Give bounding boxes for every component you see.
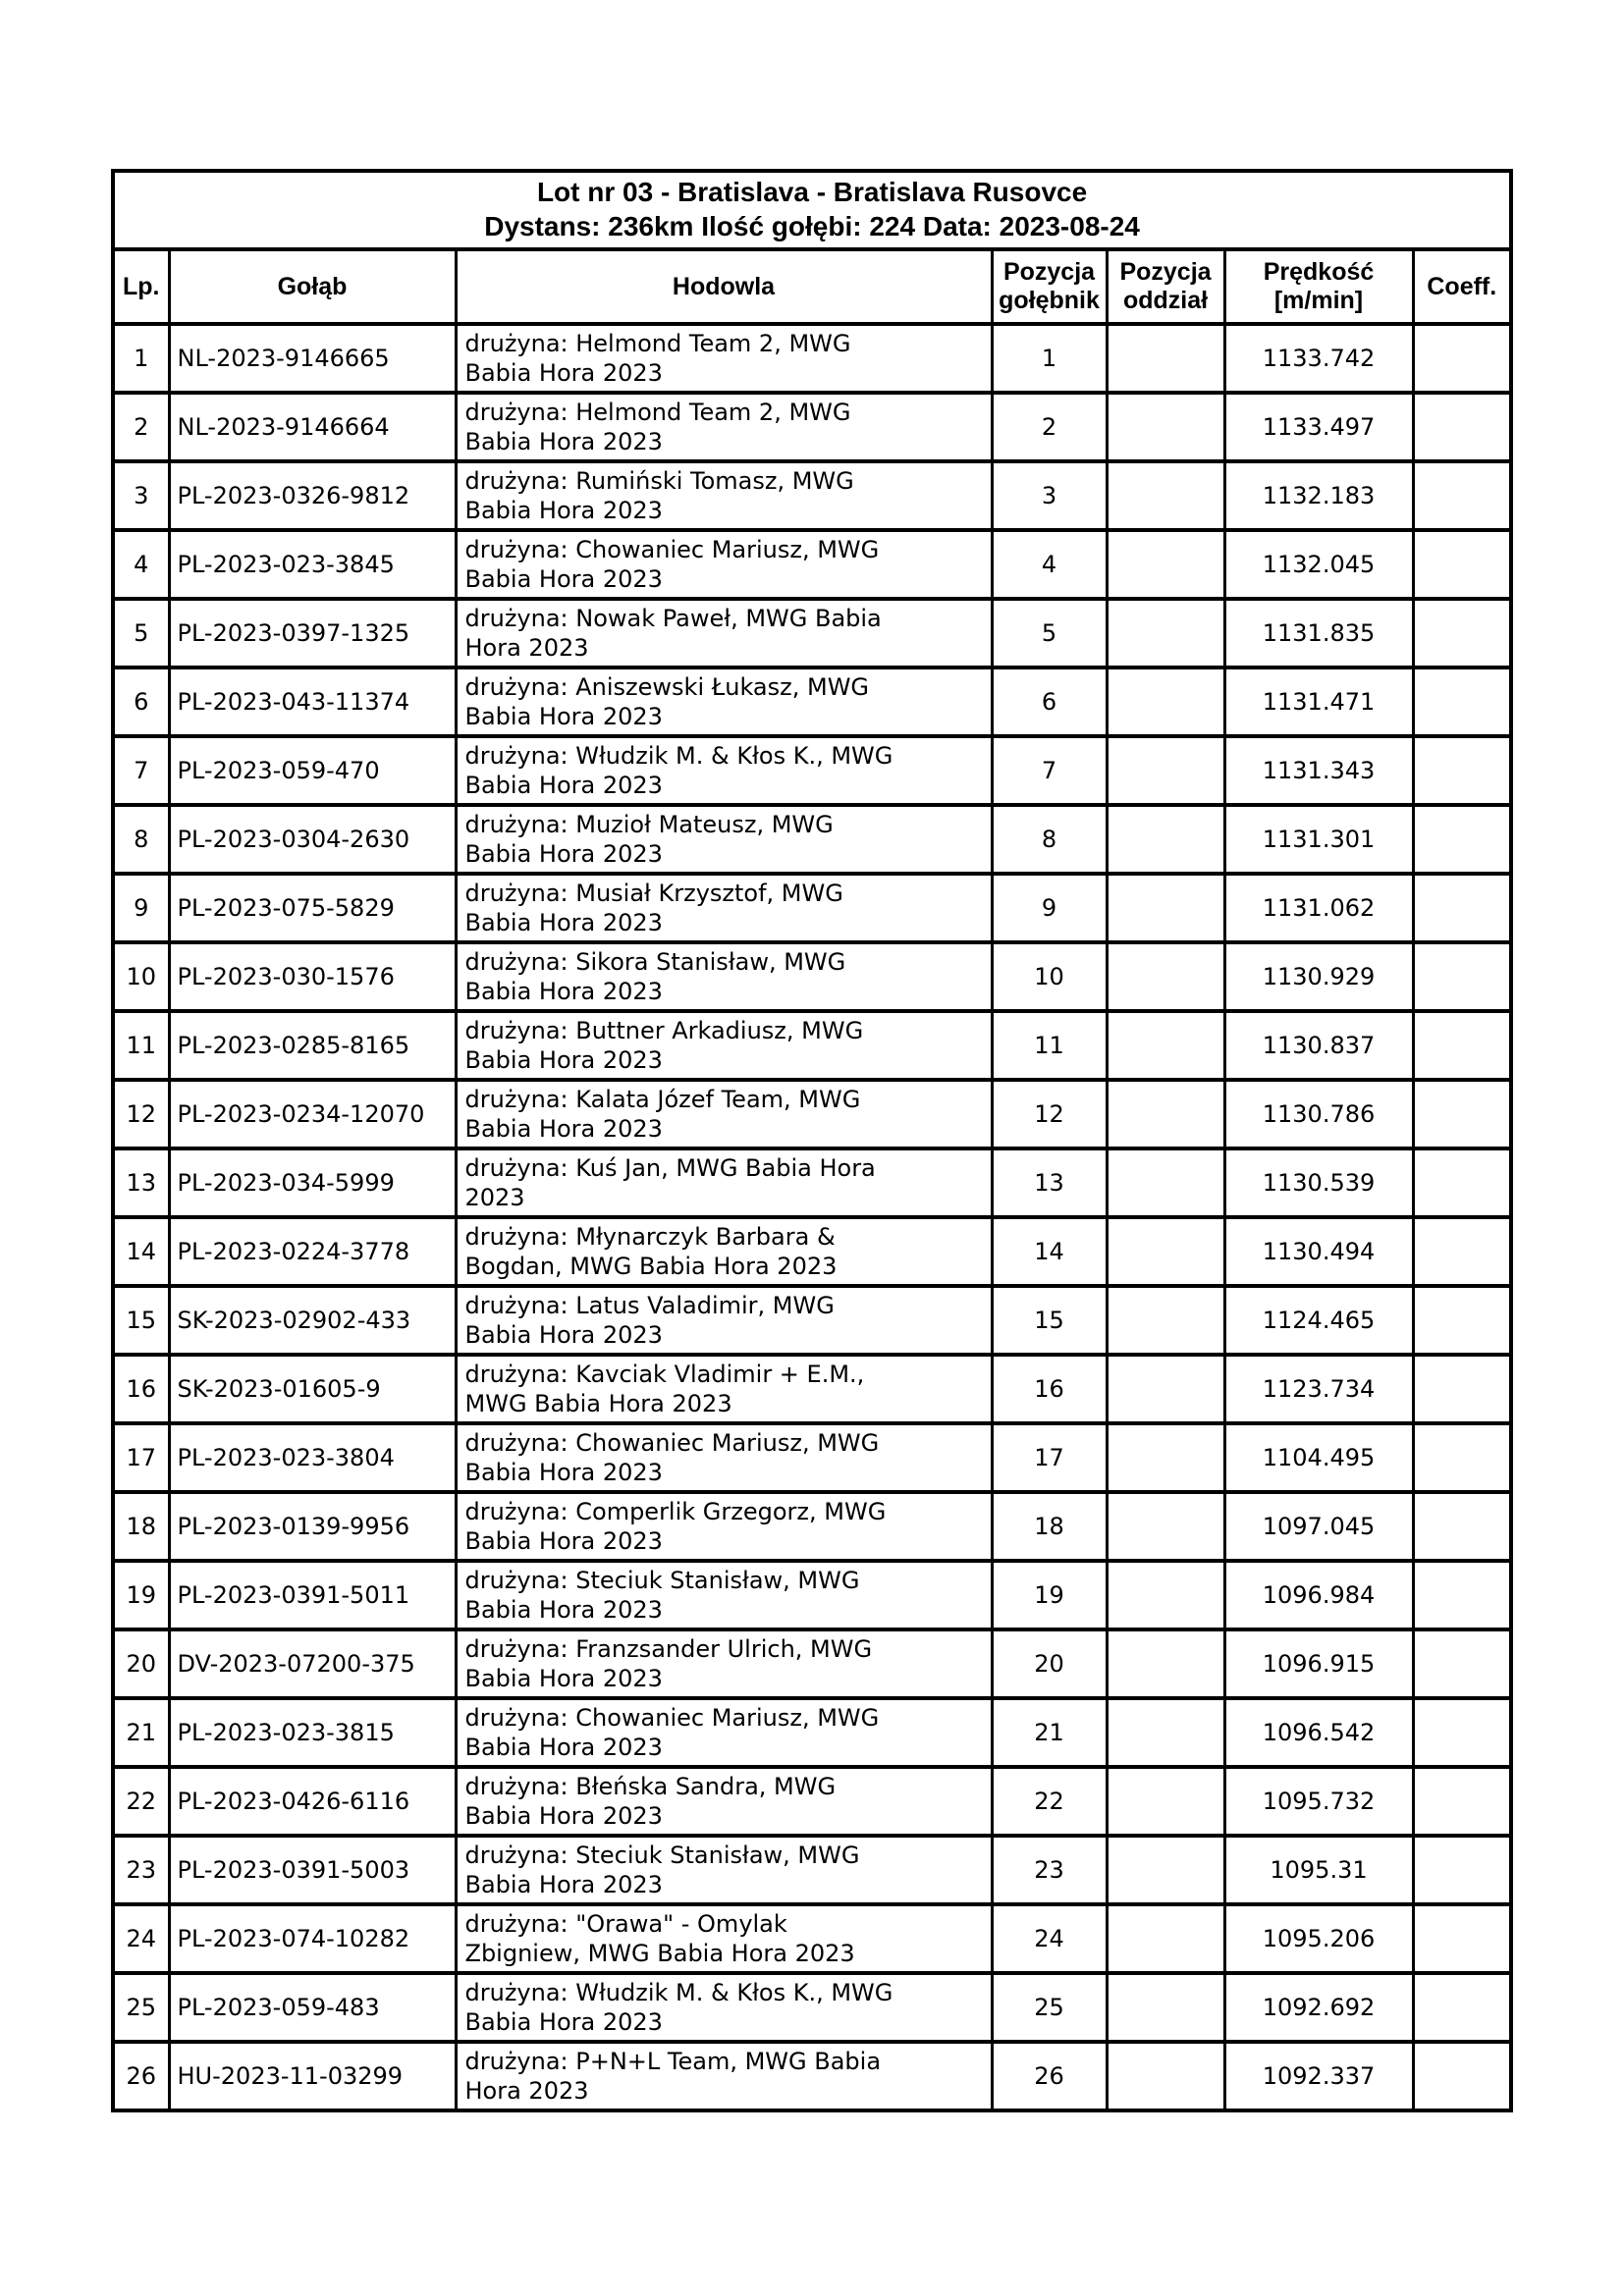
cell-position-section — [1107, 324, 1224, 393]
table-row — [113, 1492, 1511, 1561]
table-row — [113, 1423, 1511, 1492]
table-row — [113, 1973, 1511, 2042]
table-row — [113, 324, 1511, 393]
cell-team: drużyna: Steciuk Stanisław, MWG Babia Hora 2023 — [456, 1561, 992, 1629]
cell-coeff — [1413, 530, 1511, 599]
cell-lp: 26 — [113, 2042, 169, 2110]
cell-speed: 1130.539 — [1224, 1148, 1413, 1217]
cell-coeff — [1413, 599, 1511, 667]
cell-ring: HU-2023-11-03299 — [169, 2042, 456, 2110]
cell-position-section — [1107, 1148, 1224, 1217]
cell-lp: 18 — [113, 1492, 169, 1561]
cell-coeff — [1413, 942, 1511, 1011]
cell-position-section — [1107, 1698, 1224, 1767]
cell-coeff — [1413, 1286, 1511, 1355]
cell-lp: 11 — [113, 1011, 169, 1080]
cell-team: drużyna: Franzsander Ulrich, MWG Babia Hora 2023 — [456, 1629, 992, 1698]
cell-position-section — [1107, 667, 1224, 736]
cell-position-loft: 9 — [992, 874, 1107, 942]
race-title-cell — [113, 171, 1511, 249]
cell-speed: 1095.206 — [1224, 1904, 1413, 1973]
cell-position-loft: 19 — [992, 1561, 1107, 1629]
cell-lp: 1 — [113, 324, 169, 393]
cell-coeff — [1413, 1423, 1511, 1492]
cell-ring: PL-2023-074-10282 — [169, 1904, 456, 1973]
table-row — [113, 874, 1511, 942]
cell-coeff — [1413, 1080, 1511, 1148]
cell-ring: PL-2023-0391-5003 — [169, 1836, 456, 1904]
cell-position-section — [1107, 2042, 1224, 2110]
cell-ring: NL-2023-9146664 — [169, 393, 456, 461]
cell-lp: 2 — [113, 393, 169, 461]
cell-speed: 1132.045 — [1224, 530, 1413, 599]
cell-lp: 23 — [113, 1836, 169, 1904]
cell-position-section — [1107, 736, 1224, 805]
cell-speed: 1131.835 — [1224, 599, 1413, 667]
cell-position-loft: 7 — [992, 736, 1107, 805]
cell-position-section — [1107, 942, 1224, 1011]
cell-team: drużyna: Sikora Stanisław, MWG Babia Hora 2023 — [456, 942, 992, 1011]
table-row — [113, 461, 1511, 530]
cell-team: drużyna: Chowaniec Mariusz, MWG Babia Hora 2023 — [456, 1423, 992, 1492]
header-row — [113, 249, 1511, 324]
cell-coeff — [1413, 1767, 1511, 1836]
cell-ring: PL-2023-0234-12070 — [169, 1080, 456, 1148]
cell-team: drużyna: Nowak Paweł, MWG Babia Hora 2023 — [456, 599, 992, 667]
table-row — [113, 736, 1511, 805]
cell-speed: 1097.045 — [1224, 1492, 1413, 1561]
cell-position-section — [1107, 1904, 1224, 1973]
cell-position-loft: 12 — [992, 1080, 1107, 1148]
cell-speed: 1131.343 — [1224, 736, 1413, 805]
cell-team: drużyna: Chowaniec Mariusz, MWG Babia Hora 2023 — [456, 1698, 992, 1767]
cell-position-loft: 16 — [992, 1355, 1107, 1423]
cell-lp: 13 — [113, 1148, 169, 1217]
table-row — [113, 393, 1511, 461]
cell-ring: PL-2023-023-3845 — [169, 530, 456, 599]
cell-team: drużyna: Buttner Arkadiusz, MWG Babia Hora 2023 — [456, 1011, 992, 1080]
cell-ring: PL-2023-0326-9812 — [169, 461, 456, 530]
table-row — [113, 530, 1511, 599]
cell-team: drużyna: Muzioł Mateusz, MWG Babia Hora 2023 — [456, 805, 992, 874]
cell-position-loft: 18 — [992, 1492, 1107, 1561]
cell-lp: 22 — [113, 1767, 169, 1836]
cell-lp: 21 — [113, 1698, 169, 1767]
cell-ring: PL-2023-0224-3778 — [169, 1217, 456, 1286]
cell-ring: SK-2023-02902-433 — [169, 1286, 456, 1355]
table-row — [113, 1286, 1511, 1355]
table-row — [113, 1904, 1511, 1973]
cell-speed: 1131.471 — [1224, 667, 1413, 736]
race-title: Lot nr 03 - Bratislava - Bratislava Rusovce — [536, 177, 1088, 207]
table-row — [113, 1836, 1511, 1904]
cell-coeff — [1413, 1973, 1511, 2042]
cell-position-section — [1107, 1355, 1224, 1423]
cell-position-loft: 11 — [992, 1011, 1107, 1080]
cell-ring: PL-2023-023-3815 — [169, 1698, 456, 1767]
cell-ring: PL-2023-0304-2630 — [169, 805, 456, 874]
col-header-position-section: Pozycja oddział — [1107, 249, 1224, 324]
table-row — [113, 599, 1511, 667]
cell-team: drużyna: Włudzik M. & Kłos K., MWG Babia Hora 2023 — [456, 1973, 992, 2042]
cell-position-loft: 6 — [992, 667, 1107, 736]
cell-coeff — [1413, 736, 1511, 805]
cell-speed: 1123.734 — [1224, 1355, 1413, 1423]
cell-team: drużyna: Helmond Team 2, MWG Babia Hora 2023 — [456, 393, 992, 461]
cell-team: drużyna: P+N+L Team, MWG Babia Hora 2023 — [456, 2042, 992, 2110]
cell-ring: PL-2023-023-3804 — [169, 1423, 456, 1492]
cell-position-section — [1107, 461, 1224, 530]
cell-position-loft: 25 — [992, 1973, 1107, 2042]
cell-ring: PL-2023-0285-8165 — [169, 1011, 456, 1080]
cell-position-section — [1107, 1836, 1224, 1904]
table-row — [113, 805, 1511, 874]
cell-coeff — [1413, 1492, 1511, 1561]
cell-lp: 4 — [113, 530, 169, 599]
cell-coeff — [1413, 461, 1511, 530]
cell-team: drużyna: Błeńska Sandra, MWG Babia Hora 2023 — [456, 1767, 992, 1836]
cell-lp: 16 — [113, 1355, 169, 1423]
cell-position-section — [1107, 530, 1224, 599]
cell-position-section — [1107, 1492, 1224, 1561]
table-row — [113, 1698, 1511, 1767]
cell-speed: 1130.837 — [1224, 1011, 1413, 1080]
cell-ring: PL-2023-0139-9956 — [169, 1492, 456, 1561]
cell-speed: 1131.062 — [1224, 874, 1413, 942]
cell-position-loft: 1 — [992, 324, 1107, 393]
cell-team: drużyna: Steciuk Stanisław, MWG Babia Hora 2023 — [456, 1836, 992, 1904]
cell-team: drużyna: Kuś Jan, MWG Babia Hora 2023 — [456, 1148, 992, 1217]
table-row — [113, 1767, 1511, 1836]
cell-position-section — [1107, 393, 1224, 461]
cell-coeff — [1413, 2042, 1511, 2110]
cell-ring: PL-2023-059-470 — [169, 736, 456, 805]
cell-position-loft: 10 — [992, 942, 1107, 1011]
cell-position-loft: 21 — [992, 1698, 1107, 1767]
col-header-team: Hodowla — [456, 249, 992, 324]
table-row — [113, 942, 1511, 1011]
cell-team: drużyna: Helmond Team 2, MWG Babia Hora 2023 — [456, 324, 992, 393]
col-header-ring: Gołąb — [169, 249, 456, 324]
cell-coeff — [1413, 1217, 1511, 1286]
cell-ring: PL-2023-0397-1325 — [169, 599, 456, 667]
cell-position-loft: 23 — [992, 1836, 1107, 1904]
cell-position-loft: 3 — [992, 461, 1107, 530]
cell-position-section — [1107, 1973, 1224, 2042]
cell-coeff — [1413, 324, 1511, 393]
cell-speed: 1096.984 — [1224, 1561, 1413, 1629]
col-header-speed: Prędkość [m/min] — [1224, 249, 1413, 324]
cell-speed: 1092.692 — [1224, 1973, 1413, 2042]
cell-position-section — [1107, 805, 1224, 874]
cell-coeff — [1413, 1148, 1511, 1217]
cell-ring: PL-2023-034-5999 — [169, 1148, 456, 1217]
cell-position-loft: 2 — [992, 393, 1107, 461]
cell-team: drużyna: Kalata Józef Team, MWG Babia Hora 2023 — [456, 1080, 992, 1148]
cell-speed: 1130.786 — [1224, 1080, 1413, 1148]
cell-team: drużyna: Kavciak Vladimir + E.M., MWG Babia Hora 2023 — [456, 1355, 992, 1423]
table-row — [113, 1561, 1511, 1629]
cell-coeff — [1413, 1698, 1511, 1767]
cell-position-section — [1107, 1011, 1224, 1080]
results-table — [111, 169, 1513, 2112]
cell-lp: 9 — [113, 874, 169, 942]
cell-position-section — [1107, 1423, 1224, 1492]
cell-ring: PL-2023-075-5829 — [169, 874, 456, 942]
cell-position-section — [1107, 1286, 1224, 1355]
title-row — [113, 171, 1511, 249]
cell-speed: 1104.495 — [1224, 1423, 1413, 1492]
table-row — [113, 2042, 1511, 2110]
table-row — [113, 667, 1511, 736]
col-header-lp: Lp. — [113, 249, 169, 324]
cell-position-loft: 4 — [992, 530, 1107, 599]
race-subtitle: Dystans: 236km Ilość gołębi: 224 Data: 2023-08-24 — [484, 211, 1140, 241]
table-row — [113, 1148, 1511, 1217]
cell-speed: 1095.31 — [1224, 1836, 1413, 1904]
cell-lp: 14 — [113, 1217, 169, 1286]
cell-position-loft: 26 — [992, 2042, 1107, 2110]
cell-ring: PL-2023-059-483 — [169, 1973, 456, 2042]
results-table-body — [113, 324, 1511, 2110]
cell-speed: 1130.929 — [1224, 942, 1413, 1011]
cell-position-section — [1107, 599, 1224, 667]
cell-speed: 1096.542 — [1224, 1698, 1413, 1767]
cell-position-loft: 22 — [992, 1767, 1107, 1836]
cell-lp: 19 — [113, 1561, 169, 1629]
cell-team: drużyna: Chowaniec Mariusz, MWG Babia Hora 2023 — [456, 530, 992, 599]
cell-speed: 1092.337 — [1224, 2042, 1413, 2110]
cell-lp: 10 — [113, 942, 169, 1011]
cell-lp: 5 — [113, 599, 169, 667]
cell-team: drużyna: Młynarczyk Barbara & Bogdan, MWG Babia Hora 2023 — [456, 1217, 992, 1286]
table-row — [113, 1080, 1511, 1148]
cell-speed: 1096.915 — [1224, 1629, 1413, 1698]
cell-ring: PL-2023-0426-6116 — [169, 1767, 456, 1836]
cell-position-loft: 14 — [992, 1217, 1107, 1286]
cell-coeff — [1413, 1011, 1511, 1080]
col-header-coeff: Coeff. — [1413, 249, 1511, 324]
cell-team: drużyna: Comperlik Grzegorz, MWG Babia Hora 2023 — [456, 1492, 992, 1561]
cell-team: drużyna: Rumiński Tomasz, MWG Babia Hora 2023 — [456, 461, 992, 530]
cell-position-section — [1107, 1217, 1224, 1286]
cell-coeff — [1413, 1904, 1511, 1973]
cell-speed: 1133.742 — [1224, 324, 1413, 393]
cell-speed: 1133.497 — [1224, 393, 1413, 461]
cell-lp: 7 — [113, 736, 169, 805]
cell-position-loft: 8 — [992, 805, 1107, 874]
cell-position-loft: 15 — [992, 1286, 1107, 1355]
cell-lp: 15 — [113, 1286, 169, 1355]
cell-speed: 1095.732 — [1224, 1767, 1413, 1836]
cell-speed: 1130.494 — [1224, 1217, 1413, 1286]
cell-ring: NL-2023-9146665 — [169, 324, 456, 393]
cell-position-section — [1107, 874, 1224, 942]
cell-coeff — [1413, 1836, 1511, 1904]
cell-ring: PL-2023-043-11374 — [169, 667, 456, 736]
table-row — [113, 1629, 1511, 1698]
cell-position-loft: 24 — [992, 1904, 1107, 1973]
cell-ring: PL-2023-030-1576 — [169, 942, 456, 1011]
cell-position-loft: 13 — [992, 1148, 1107, 1217]
cell-lp: 12 — [113, 1080, 169, 1148]
cell-coeff — [1413, 805, 1511, 874]
cell-lp: 17 — [113, 1423, 169, 1492]
cell-lp: 8 — [113, 805, 169, 874]
cell-team: drużyna: Aniszewski Łukasz, MWG Babia Hora 2023 — [456, 667, 992, 736]
cell-coeff — [1413, 1629, 1511, 1698]
cell-coeff — [1413, 874, 1511, 942]
cell-ring: DV-2023-07200-375 — [169, 1629, 456, 1698]
cell-speed: 1124.465 — [1224, 1286, 1413, 1355]
cell-coeff — [1413, 393, 1511, 461]
cell-position-section — [1107, 1561, 1224, 1629]
table-row — [113, 1217, 1511, 1286]
table-row — [113, 1355, 1511, 1423]
cell-team: drużyna: "Orawa" - Omylak Zbigniew, MWG Babia Hora 2023 — [456, 1904, 992, 1973]
cell-team: drużyna: Latus Valadimir, MWG Babia Hora 2023 — [456, 1286, 992, 1355]
cell-speed: 1131.301 — [1224, 805, 1413, 874]
cell-coeff — [1413, 1561, 1511, 1629]
cell-coeff — [1413, 667, 1511, 736]
cell-lp: 25 — [113, 1973, 169, 2042]
cell-position-loft: 5 — [992, 599, 1107, 667]
table-row — [113, 1011, 1511, 1080]
cell-ring: SK-2023-01605-9 — [169, 1355, 456, 1423]
cell-team: drużyna: Włudzik M. & Kłos K., MWG Babia Hora 2023 — [456, 736, 992, 805]
cell-position-section — [1107, 1767, 1224, 1836]
cell-position-section — [1107, 1080, 1224, 1148]
cell-lp: 24 — [113, 1904, 169, 1973]
cell-position-loft: 17 — [992, 1423, 1107, 1492]
cell-lp: 20 — [113, 1629, 169, 1698]
cell-position-section — [1107, 1629, 1224, 1698]
cell-team: drużyna: Musiał Krzysztof, MWG Babia Hora 2023 — [456, 874, 992, 942]
col-header-position-loft: Pozycja gołębnik — [992, 249, 1107, 324]
cell-ring: PL-2023-0391-5011 — [169, 1561, 456, 1629]
cell-lp: 6 — [113, 667, 169, 736]
cell-lp: 3 — [113, 461, 169, 530]
cell-coeff — [1413, 1355, 1511, 1423]
cell-speed: 1132.183 — [1224, 461, 1413, 530]
cell-position-loft: 20 — [992, 1629, 1107, 1698]
